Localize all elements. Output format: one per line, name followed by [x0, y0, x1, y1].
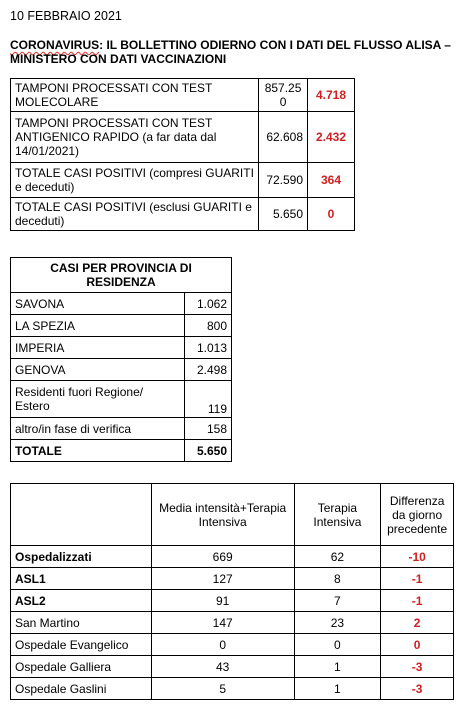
hospital-ti: 62 — [294, 546, 381, 568]
province-value: 119 — [185, 381, 232, 418]
row-value: 857.250 — [259, 79, 308, 112]
province-label: Residenti fuori Regione/ Estero — [11, 381, 185, 418]
province-title: CASI PER PROVINCIA DI RESIDENZA — [11, 258, 232, 293]
hospital-diff: -1 — [381, 590, 454, 612]
table-row — [11, 546, 454, 568]
hospital-ti: 8 — [294, 568, 381, 590]
hospital-media: 91 — [151, 590, 294, 612]
province-value: 2.498 — [185, 359, 232, 381]
table-row — [11, 634, 454, 656]
header-empty — [11, 484, 152, 546]
table-row — [11, 112, 355, 163]
province-label: LA SPEZIA — [11, 315, 185, 337]
province-total-label: TOTALE — [11, 440, 185, 462]
table-row — [11, 381, 232, 418]
row-label: TOTALE CASI POSITIVI (compresi GUARITI e deceduti) — [11, 163, 259, 198]
hospital-diff: -3 — [381, 678, 454, 700]
header-diff: Differenza da giorno precedente — [381, 484, 454, 546]
hospital-media: 669 — [151, 546, 294, 568]
table-row — [11, 337, 232, 359]
row-label: TOTALE CASI POSITIVI (esclusi GUARITI e deceduti) — [11, 198, 259, 231]
hospital-media: 43 — [151, 656, 294, 678]
hospital-table — [10, 483, 454, 700]
row-delta: 4.718 — [308, 79, 355, 112]
table-row — [11, 678, 454, 700]
headline — [10, 38, 455, 66]
hospital-diff: 0 — [381, 634, 454, 656]
province-label: SAVONA — [11, 293, 185, 315]
hospital-media: 5 — [151, 678, 294, 700]
row-delta: 2.432 — [308, 112, 355, 163]
hospital-media: 127 — [151, 568, 294, 590]
hospital-label: Ospedale Evangelico — [11, 634, 152, 656]
row-label: TAMPONI PROCESSATI CON TEST MOLECOLARE — [11, 79, 259, 112]
row-label: TAMPONI PROCESSATI CON TEST ANTIGENICO RAPIDO (a far data dal 14/01/2021) — [11, 112, 259, 163]
province-label: IMPERIA — [11, 337, 185, 359]
hospital-media: 147 — [151, 612, 294, 634]
headline-rest: : IL BOLLETTINO ODIERNO CON I DATI DEL FLUSSO ALISA – MINISTERO CON DATI VACCINAZIONI — [10, 38, 451, 66]
province-value: 158 — [185, 418, 232, 440]
table-header — [11, 258, 232, 293]
hospital-ti: 1 — [294, 656, 381, 678]
hospital-ti: 1 — [294, 678, 381, 700]
report-date: 10 FEBBRAIO 2021 — [10, 9, 122, 23]
hospital-ti: 0 — [294, 634, 381, 656]
table-row — [11, 612, 454, 634]
table-row — [11, 656, 454, 678]
hospital-label: San Martino — [11, 612, 152, 634]
province-value: 800 — [185, 315, 232, 337]
hospital-diff: -1 — [381, 568, 454, 590]
table-row — [11, 293, 232, 315]
province-table — [10, 257, 232, 462]
summary-table — [10, 78, 355, 231]
row-value: 72.590 — [259, 163, 308, 198]
table-row — [11, 590, 454, 612]
row-value: 62.608 — [259, 112, 308, 163]
row-delta: 0 — [308, 198, 355, 231]
headline-keyword[interactable]: CORONAVIRUS — [10, 38, 100, 52]
row-value: 5.650 — [259, 198, 308, 231]
header-ti: Terapia Intensiva — [294, 484, 381, 546]
table-row — [11, 418, 232, 440]
hospital-label: ASL1 — [11, 568, 152, 590]
province-value: 1.013 — [185, 337, 232, 359]
hospital-label: ASL2 — [11, 590, 152, 612]
hospital-ti: 7 — [294, 590, 381, 612]
row-delta: 364 — [308, 163, 355, 198]
province-total-value: 5.650 — [185, 440, 232, 462]
hospital-diff: -10 — [381, 546, 454, 568]
table-row — [11, 163, 355, 198]
table-row — [11, 359, 232, 381]
table-row — [11, 198, 355, 231]
hospital-label: Ospedalizzati — [11, 546, 152, 568]
table-row — [11, 79, 355, 112]
header-media: Media intensità+Terapia Intensiva — [151, 484, 294, 546]
province-label: altro/in fase di verifica — [11, 418, 185, 440]
table-header — [11, 484, 454, 546]
hospital-ti: 23 — [294, 612, 381, 634]
table-row-total — [11, 440, 232, 462]
province-label: GENOVA — [11, 359, 185, 381]
hospital-diff: -3 — [381, 656, 454, 678]
hospital-media: 0 — [151, 634, 294, 656]
hospital-diff: 2 — [381, 612, 454, 634]
table-row — [11, 315, 232, 337]
province-value: 1.062 — [185, 293, 232, 315]
table-row — [11, 568, 454, 590]
hospital-label: Ospedale Gaslini — [11, 678, 152, 700]
hospital-label: Ospedale Galliera — [11, 656, 152, 678]
